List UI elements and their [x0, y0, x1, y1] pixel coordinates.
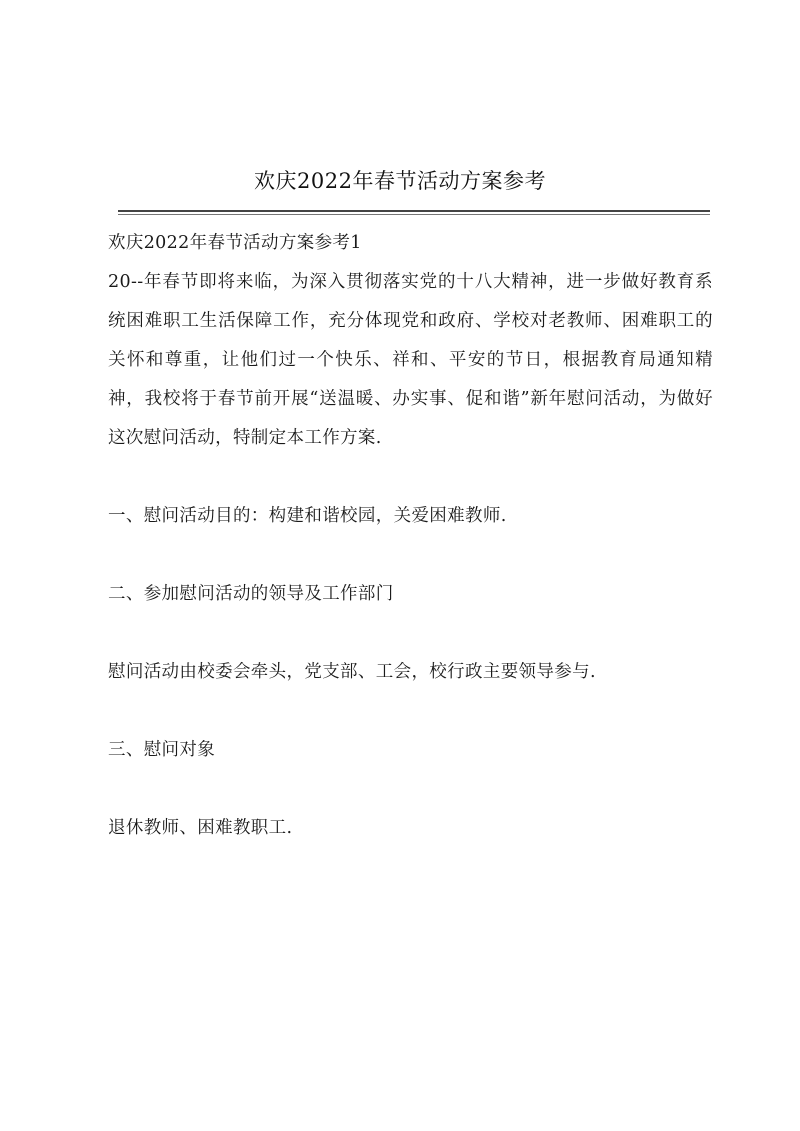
section-2-text: 慰问活动由校委会牵头，党支部、工会，校行政主要领导参与. [108, 662, 596, 682]
intro-paragraph: 20--年春节即将来临，为深入贯彻落实党的十八大精神，进一步做好教育系统困难职工生活保障工作，充分体现党和政府、学校对老教师、困难职工的关怀和尊重，让他们过一个快乐、祥和、平安的节日，根据教育局通知精神，我校将于春节前开展“送温暖、办实事、促和谐”新年慰问活动，为做好这次慰问活动，特制定本工作方案. [108, 272, 713, 448]
title-divider [118, 210, 710, 212]
title-divider-thin [118, 214, 710, 215]
document-subtitle: 欢庆2022年春节活动方案参考1 [108, 233, 362, 253]
section-2-heading: 二、参加慰问活动的领导及工作部门 [108, 584, 394, 604]
section-1-purpose: 一、慰问活动目的：构建和谐校园，关爱困难教师. [108, 506, 507, 526]
document-title: 欢庆2022年春节活动方案参考 [254, 169, 546, 193]
section-3-heading: 三、慰问对象 [108, 740, 216, 760]
section-3-text: 退休教师、困难教职工. [108, 818, 293, 838]
document-body [108, 224, 713, 848]
